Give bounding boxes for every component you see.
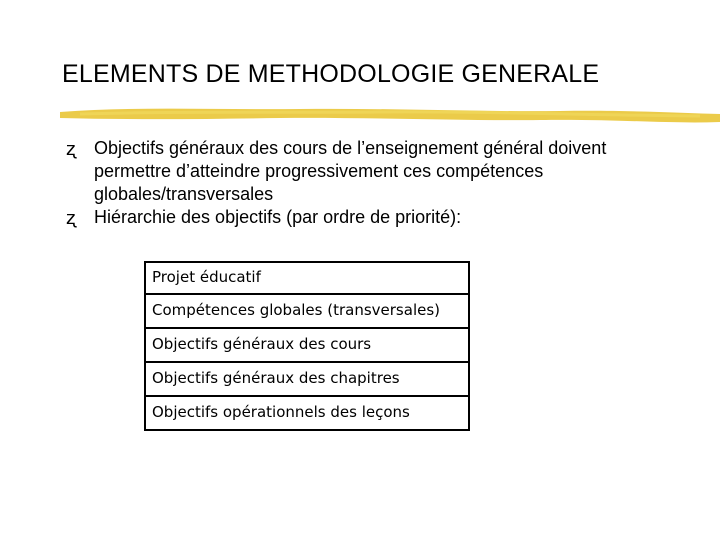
hierarchy-row: Projet éducatif [152,268,261,286]
bullet-list [66,137,686,229]
bullet-text: Objectifs généraux des cours de l’enseignement général doivent permettre d’atteindre progressivement ces compétences globales/transversales [94,138,607,204]
bullet-item [66,137,686,206]
bullet-item [66,206,686,229]
slide-title: ELEMENTS DE METHODOLOGIE GENERALE [62,60,600,88]
title-underline-brush [60,100,720,130]
hierarchy-row: Objectifs généraux des chapitres [146,361,468,395]
bullet-text: Hiérarchie des objectifs (par ordre de priorité): [94,207,462,227]
hierarchy-row: Compétences globales (transversales) [146,293,468,327]
z-bullet-icon: ʐ [66,208,76,229]
hierarchy-row: Objectifs généraux des cours [146,327,468,361]
z-bullet-icon: ʐ [66,139,76,160]
objectives-hierarchy-table [144,261,470,431]
hierarchy-row: Objectifs opérationnels des leçons [146,395,468,429]
